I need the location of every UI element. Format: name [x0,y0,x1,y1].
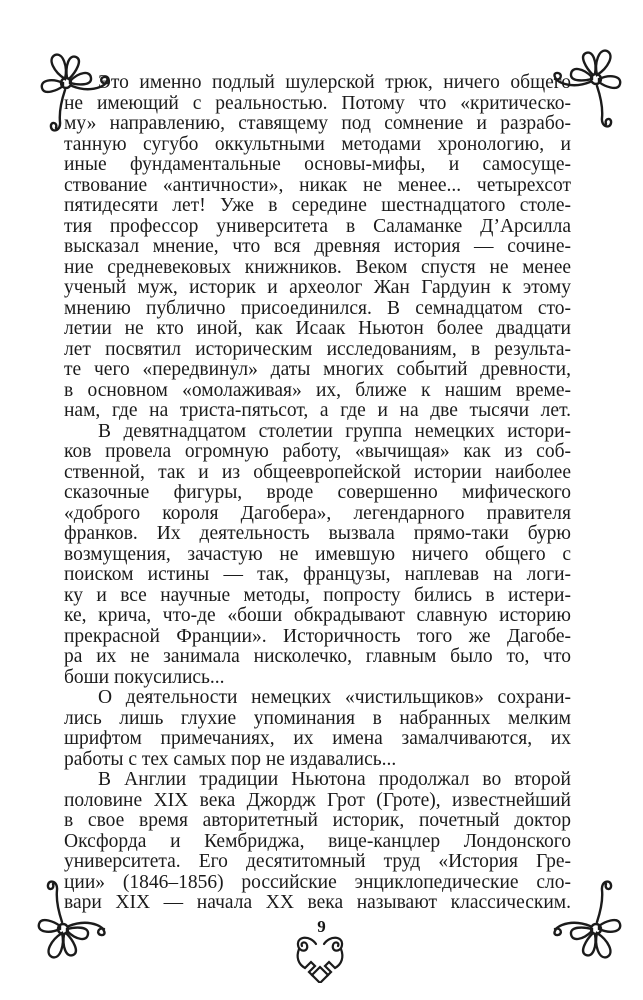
footer-ornament-icon [292,933,348,983]
text-line: Оксфорда и Кембриджа, вице-канцлер Лондонского [64,830,571,852]
paragraph [64,73,571,422]
text-line: боши покусились... [64,666,225,688]
text-line: ку и все научные методы, попросту бились в истери- [64,584,571,606]
text-line: ра их не занимала нисколечко, главным было то, что [64,646,571,667]
page-number: 9 [317,917,326,936]
paragraph [64,422,571,689]
text-line: поиском истины — так, французы, наплевав на логи- [64,564,571,585]
text-line: шрифтом примечаниях, их имена замалчиваются, их [64,728,571,749]
text-line: лет посвятил историческим исследованиям, в результа- [64,338,571,360]
text-line: половине XIX века Джордж Грот (Гроте), известнейший [64,789,571,811]
text-line: мнению публично присоединился. В семнадцатом сто- [64,297,571,319]
text-line: Это именно подлый шулерской трюк, ничего общего [98,72,571,93]
text-line: сказочные фигуры, вроде совершенно мифического [64,482,571,503]
paragraph [64,770,571,914]
text-line: ученый муж, историк и археолог Жан Гардуин к этому [64,277,571,298]
text-line: франков. Их деятельность вызвала прямо-таки бурю [64,523,571,544]
text-line: танную сугубо оккультными методами хронологию, и [64,133,571,155]
text-line: ков провела огромную работу, «вычищая» как из соб- [64,441,571,462]
text-line: ние средневековых книжников. Веком спустя не менее [64,256,571,278]
text-line: В девятнадцатом столетии группа немецких истори- [98,420,571,442]
text-line: в основном «омолаживая» их, ближе к нашим време- [64,379,571,401]
text-line: лись лишь глухие упоминания в набранных мелким [64,707,571,729]
text-line: ке, крича, что-де «боши обкрадывают славную историю [64,605,571,626]
text-line: тия профессор университета в Саламанке Д’Арсилла [64,215,571,237]
text-line: не имеющий с реальностью. Потому что «критическо- [64,92,571,114]
paragraph [64,688,571,770]
text-line: му» направлению, ставящему под сомнение и разрабо- [64,113,571,134]
text-line: прекрасной Франции». Историчность того же Дагобе- [64,625,571,647]
text-line: вари XIX — начала XX века называют классическим. [64,892,571,913]
text-line: иные фундаментальные основы-мифы, и самосуще- [64,154,571,175]
text-line: высказал мнение, что вся древняя история — сочине- [64,236,571,257]
text-line: О деятельности немецких «чистильщиков» сохрани- [98,687,571,708]
text-line: университета. Его десятитомный труд «История Гре- [64,851,571,872]
text-line: ствование «античности», никак не менее... четырехсот [64,174,571,196]
text-line: те чего «передвинул» даты многих событий древности, [64,359,571,380]
text-line: пятидесяти лет! Уже в середине шестнадцатого столе- [64,195,571,216]
text-line: В Англии традиции Ньютона продолжал во второй [98,769,571,790]
text-line: ственной, так и из общеевропейской истории наиболее [64,461,571,483]
text-line: возмущения, зачастую не имевшую ничего общего с [64,543,571,565]
text-line: «доброго короля Дагобера», легендарного правителя [64,502,571,524]
text-line: ции» (1846–1856) российские энциклопедические сло- [64,871,571,893]
text-line: летии не кто иной, как Исаак Ньютон более двадцати [64,318,571,339]
text-line: в свое время авторитетный историк, почетный доктор [64,810,571,831]
text-line: нам, где на триста-пятьсот, а где и на две тысячи лет. [64,400,571,421]
page-text [64,73,571,914]
text-line: работы с тех самых пор не издавались... [64,748,397,770]
